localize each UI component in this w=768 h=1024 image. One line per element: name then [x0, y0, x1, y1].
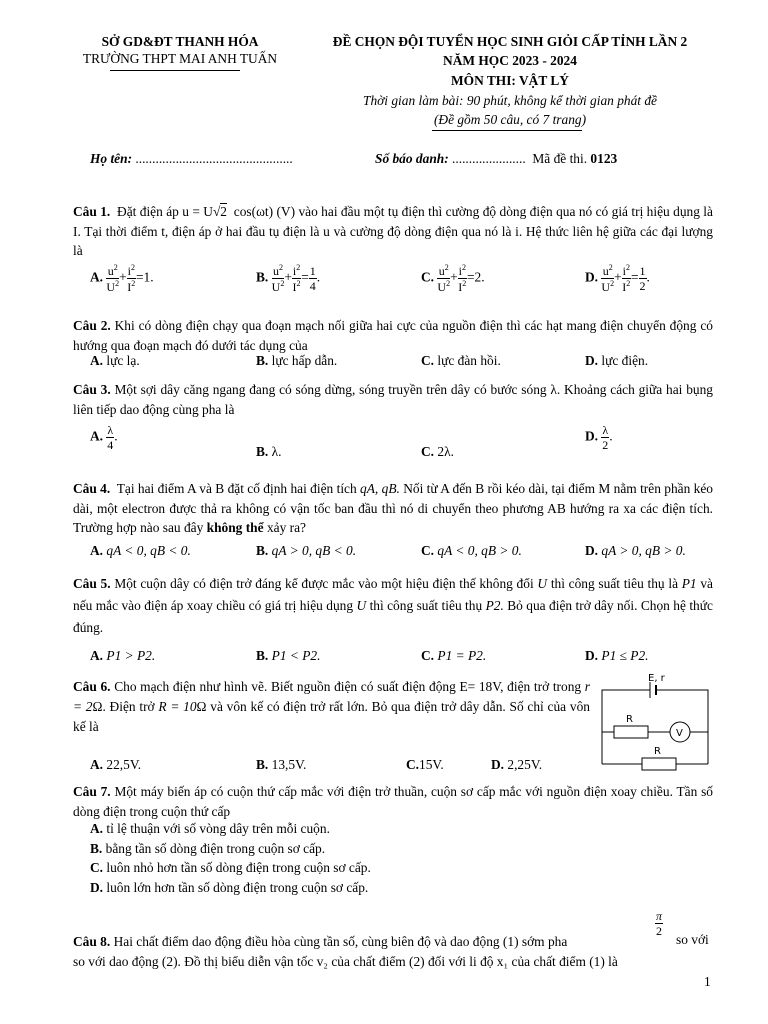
q7-option-d[interactable]: D. luôn lớn hơn tần số dòng điện trong cuộn sơ cấp. [90, 880, 369, 895]
q6-option-d[interactable]: D. 2,25V. [491, 757, 543, 772]
q5-u-2: U [356, 598, 367, 613]
q6-text-c: Ω và vôn kế có điện trở rất lớn. Bỏ qua điện trở dây dẫn. Số chỉ của vôn kế là [73, 699, 590, 734]
q1-text-b: cos(ωt) (V) vào hai đầu một tụ điện thì cường độ dòng điện qua nó có giá trị hiệu dụng là I. Tại thời điểm t, điện áp ở hai đầu tụ điện là u và cường độ dòng điện qua nó là i. Hệ thức liên hệ giữa các đại lượng là [73, 204, 713, 258]
q7-option-b[interactable]: B. bằng tần số dòng điện trong cuộn sơ cấp. [90, 841, 326, 856]
q8-label: Câu 8. [73, 934, 111, 949]
q7-text: Một máy biến áp có cuộn thứ cấp mắc với điện trở thuần, cuộn sơ cấp mắc với nguồn điện xoay chiều. Tần số dòng điện trong cuộn thứ cấp [73, 784, 713, 819]
q3-label: Câu 3. [73, 382, 111, 397]
q1-option-d[interactable]: D. $\frac{u^2}{U^2}$ + $\frac{i^2}{I^2}$ = $\frac{1}{2}$ . [585, 263, 650, 294]
q1-option-c[interactable]: C. $\frac{u^2}{U^2}$ + $\frac{i^2}{I^2}$ =2. [421, 263, 485, 294]
q5-text-c: và nếu mắc vào điện áp xoay chiều có giá trị hiệu dụng [73, 576, 713, 613]
q4-text-b: Nối từ A đến B rồi kéo dài, tại điểm M nằm trên phần kéo dài, một electron được thả ra không có vận tốc ban đầu thì nó di chuyển theo phương AB hướng ra xa các điện tích. Trường hợp nào sau đây [73, 481, 713, 535]
q6-R: R = 10 [158, 699, 197, 714]
q3-option-a[interactable]: A. $\frac{\lambda}{4}$ . [90, 423, 118, 452]
q2-option-c[interactable]: C. lực đàn hồi. [421, 353, 501, 368]
q3-option-d[interactable]: D. $\frac{\lambda}{2}$ . [585, 423, 613, 452]
q6-option-b[interactable]: B. 13,5V. [256, 757, 307, 772]
student-info-row [90, 151, 293, 167]
code-label: Mã đề thi. [532, 151, 588, 166]
q5-p1: P1 [681, 576, 697, 591]
q5-option-d[interactable]: D. P1 ≤ P2. [585, 648, 649, 663]
q3-text: Một sợi dây căng ngang đang có sóng dừng, sóng truyền trên dây có bước sóng λ. Khoảng cách giữa hai bụng liên tiếp dao động cùng pha là [73, 382, 713, 417]
source-label: E, r [648, 673, 665, 684]
voltmeter-label: V [676, 728, 683, 739]
department-name: SỞ GD&ĐT THANH HÓA [101, 34, 259, 49]
q2-option-d[interactable]: D. lực điện. [585, 353, 649, 368]
q4-charges: qA, qB. [360, 481, 400, 496]
q4-option-a[interactable]: A. qA < 0, qB < 0. [90, 543, 191, 558]
exam-year: NĂM HỌC 2023 - 2024 [443, 53, 577, 68]
question-3 [73, 380, 713, 419]
q6-text-a: Cho mạch điện như hình vẽ. Biết nguồn điện có suất điện động E= 18V, điện trở trong [114, 679, 582, 694]
id-label: Số báo danh: [375, 151, 449, 166]
q7-label: Câu 7. [73, 784, 111, 799]
resistor-label-1: R [626, 714, 633, 725]
q5-p2: P2. [485, 598, 504, 613]
question-6 [73, 677, 590, 737]
wire-top-right [656, 690, 708, 702]
q8-pi-fraction: $\frac{\pi}{2}$ [656, 909, 663, 938]
exam-subject: MÔN THI: VẬT LÝ [451, 73, 569, 88]
question-4 [73, 479, 713, 538]
q5-u: U [537, 576, 548, 591]
student-id-row [375, 151, 617, 167]
question-8-cont [73, 952, 713, 972]
resistor-middle [614, 726, 648, 738]
question-5 [73, 573, 713, 639]
q3-option-c[interactable]: C. 2λ. [421, 444, 454, 459]
q6-option-c[interactable]: C.15V. [406, 757, 444, 772]
q6-label: Câu 6. [73, 679, 111, 694]
name-field[interactable]: ............................................... [135, 151, 293, 166]
q5-text-b: thì công suất tiêu thụ là [550, 576, 679, 591]
q7-option-c[interactable]: C. luôn nhỏ hơn tần số dòng điện trong cuộn sơ cấp. [90, 860, 371, 875]
q5-option-c[interactable]: C. P1 = P2. [421, 648, 487, 663]
exam-time: Thời gian làm bài: 90 phút, không kể thời gian phát đề [363, 93, 657, 108]
q4-emphasis: không thể [206, 520, 264, 535]
question-8 [73, 932, 658, 952]
q1-text-a: Đặt điện áp u = U [117, 204, 213, 219]
q6-text-b: Ω. Điện trở [92, 699, 155, 714]
question-7 [73, 782, 713, 821]
q2-text: Khi có dòng điện chạy qua đoạn mạch nối giữa hai cực của nguồn điện thì các hạt mang điện chuyển động có hướng qua đoạn mạch đó dưới tác dụng của [73, 318, 713, 353]
resistor-bottom [642, 758, 676, 770]
q8-text-so: so với [676, 932, 709, 947]
q5-option-a[interactable]: A. P1 > P2. [90, 648, 156, 663]
id-field[interactable]: ...................... [452, 151, 526, 166]
school-name: TRƯỜNG THPT MAI ANH TUẤN [82, 51, 278, 66]
wire-top-left [602, 690, 650, 702]
q4-option-d[interactable]: D. qA > 0, qB > 0. [585, 543, 686, 558]
q7-option-a[interactable]: A. tỉ lệ thuận với số vòng dây trên mỗi cuộn. [90, 821, 330, 836]
note-underline [432, 130, 582, 131]
exam-code: 0123 [590, 151, 618, 166]
q6-r: r = 2 [73, 679, 590, 714]
q4-text-c: xảy ra? [266, 520, 306, 535]
q5-option-b[interactable]: B. P1 < P2. [256, 648, 321, 663]
resistor-label-2: R [654, 746, 661, 757]
q2-option-a[interactable]: A. lực lạ. [90, 353, 140, 368]
q1-option-a[interactable]: A. $\frac{u^2}{U^2}$ + $\frac{i^2}{I^2}$ =1. [90, 263, 154, 294]
question-2 [73, 316, 713, 355]
q2-option-b[interactable]: B. lực hấp dẫn. [256, 353, 338, 368]
name-label: Họ tên: [90, 151, 133, 166]
exam-title: ĐỀ CHỌN ĐỘI TUYỂN HỌC SINH GIỎI CẤP TỈNH LẦN 2 [332, 34, 688, 49]
q8-text-b: so với dao động (2). Đồ thị biểu diễn vận tốc v₂ của chất điểm (2) đối với li độ x₁ của chất điểm (1) là [73, 954, 618, 969]
school-underline [110, 70, 240, 71]
q8-text-a: Hai chất điểm dao động điều hòa cùng tần số, cùng biên độ và dao động (1) sớm pha [113, 934, 568, 949]
q5-label: Câu 5. [73, 576, 111, 591]
q5-text-a: Một cuộn dây có điện trở đáng kể được mắc vào một hiệu điện thế không đổi [114, 576, 534, 591]
q4-label: Câu 4. [73, 481, 111, 496]
question-1 [73, 202, 713, 261]
q1-sqrt: 2 [220, 204, 227, 219]
q5-text-d: thì công suất tiêu thụ [369, 598, 483, 613]
page-number: 1 [704, 974, 711, 989]
q1-option-b[interactable]: B. $\frac{u^2}{U^2}$ + $\frac{i^2}{I^2}$ = $\frac{1}{4}$ . [256, 263, 321, 294]
circuit-diagram [596, 672, 716, 778]
sqrt-symbol: √ [212, 204, 221, 219]
q4-option-b[interactable]: B. qA > 0, qB < 0. [256, 543, 357, 558]
q4-option-c[interactable]: C. qA < 0, qB > 0. [421, 543, 522, 558]
q1-label: Câu 1. [73, 204, 111, 219]
q6-option-a[interactable]: A. 22,5V. [90, 757, 142, 772]
q2-label: Câu 2. [73, 318, 111, 333]
q5-text-e: Bỏ qua điện trở dây nối. Chọn hệ thức đúng. [73, 598, 713, 635]
q3-option-b[interactable]: B. λ. [256, 444, 282, 459]
q4-text-a: Tại hai điểm A và B đặt cố định hai điện tích [116, 481, 357, 496]
exam-note: (Đề gồm 50 câu, có 7 trang) [433, 112, 587, 127]
